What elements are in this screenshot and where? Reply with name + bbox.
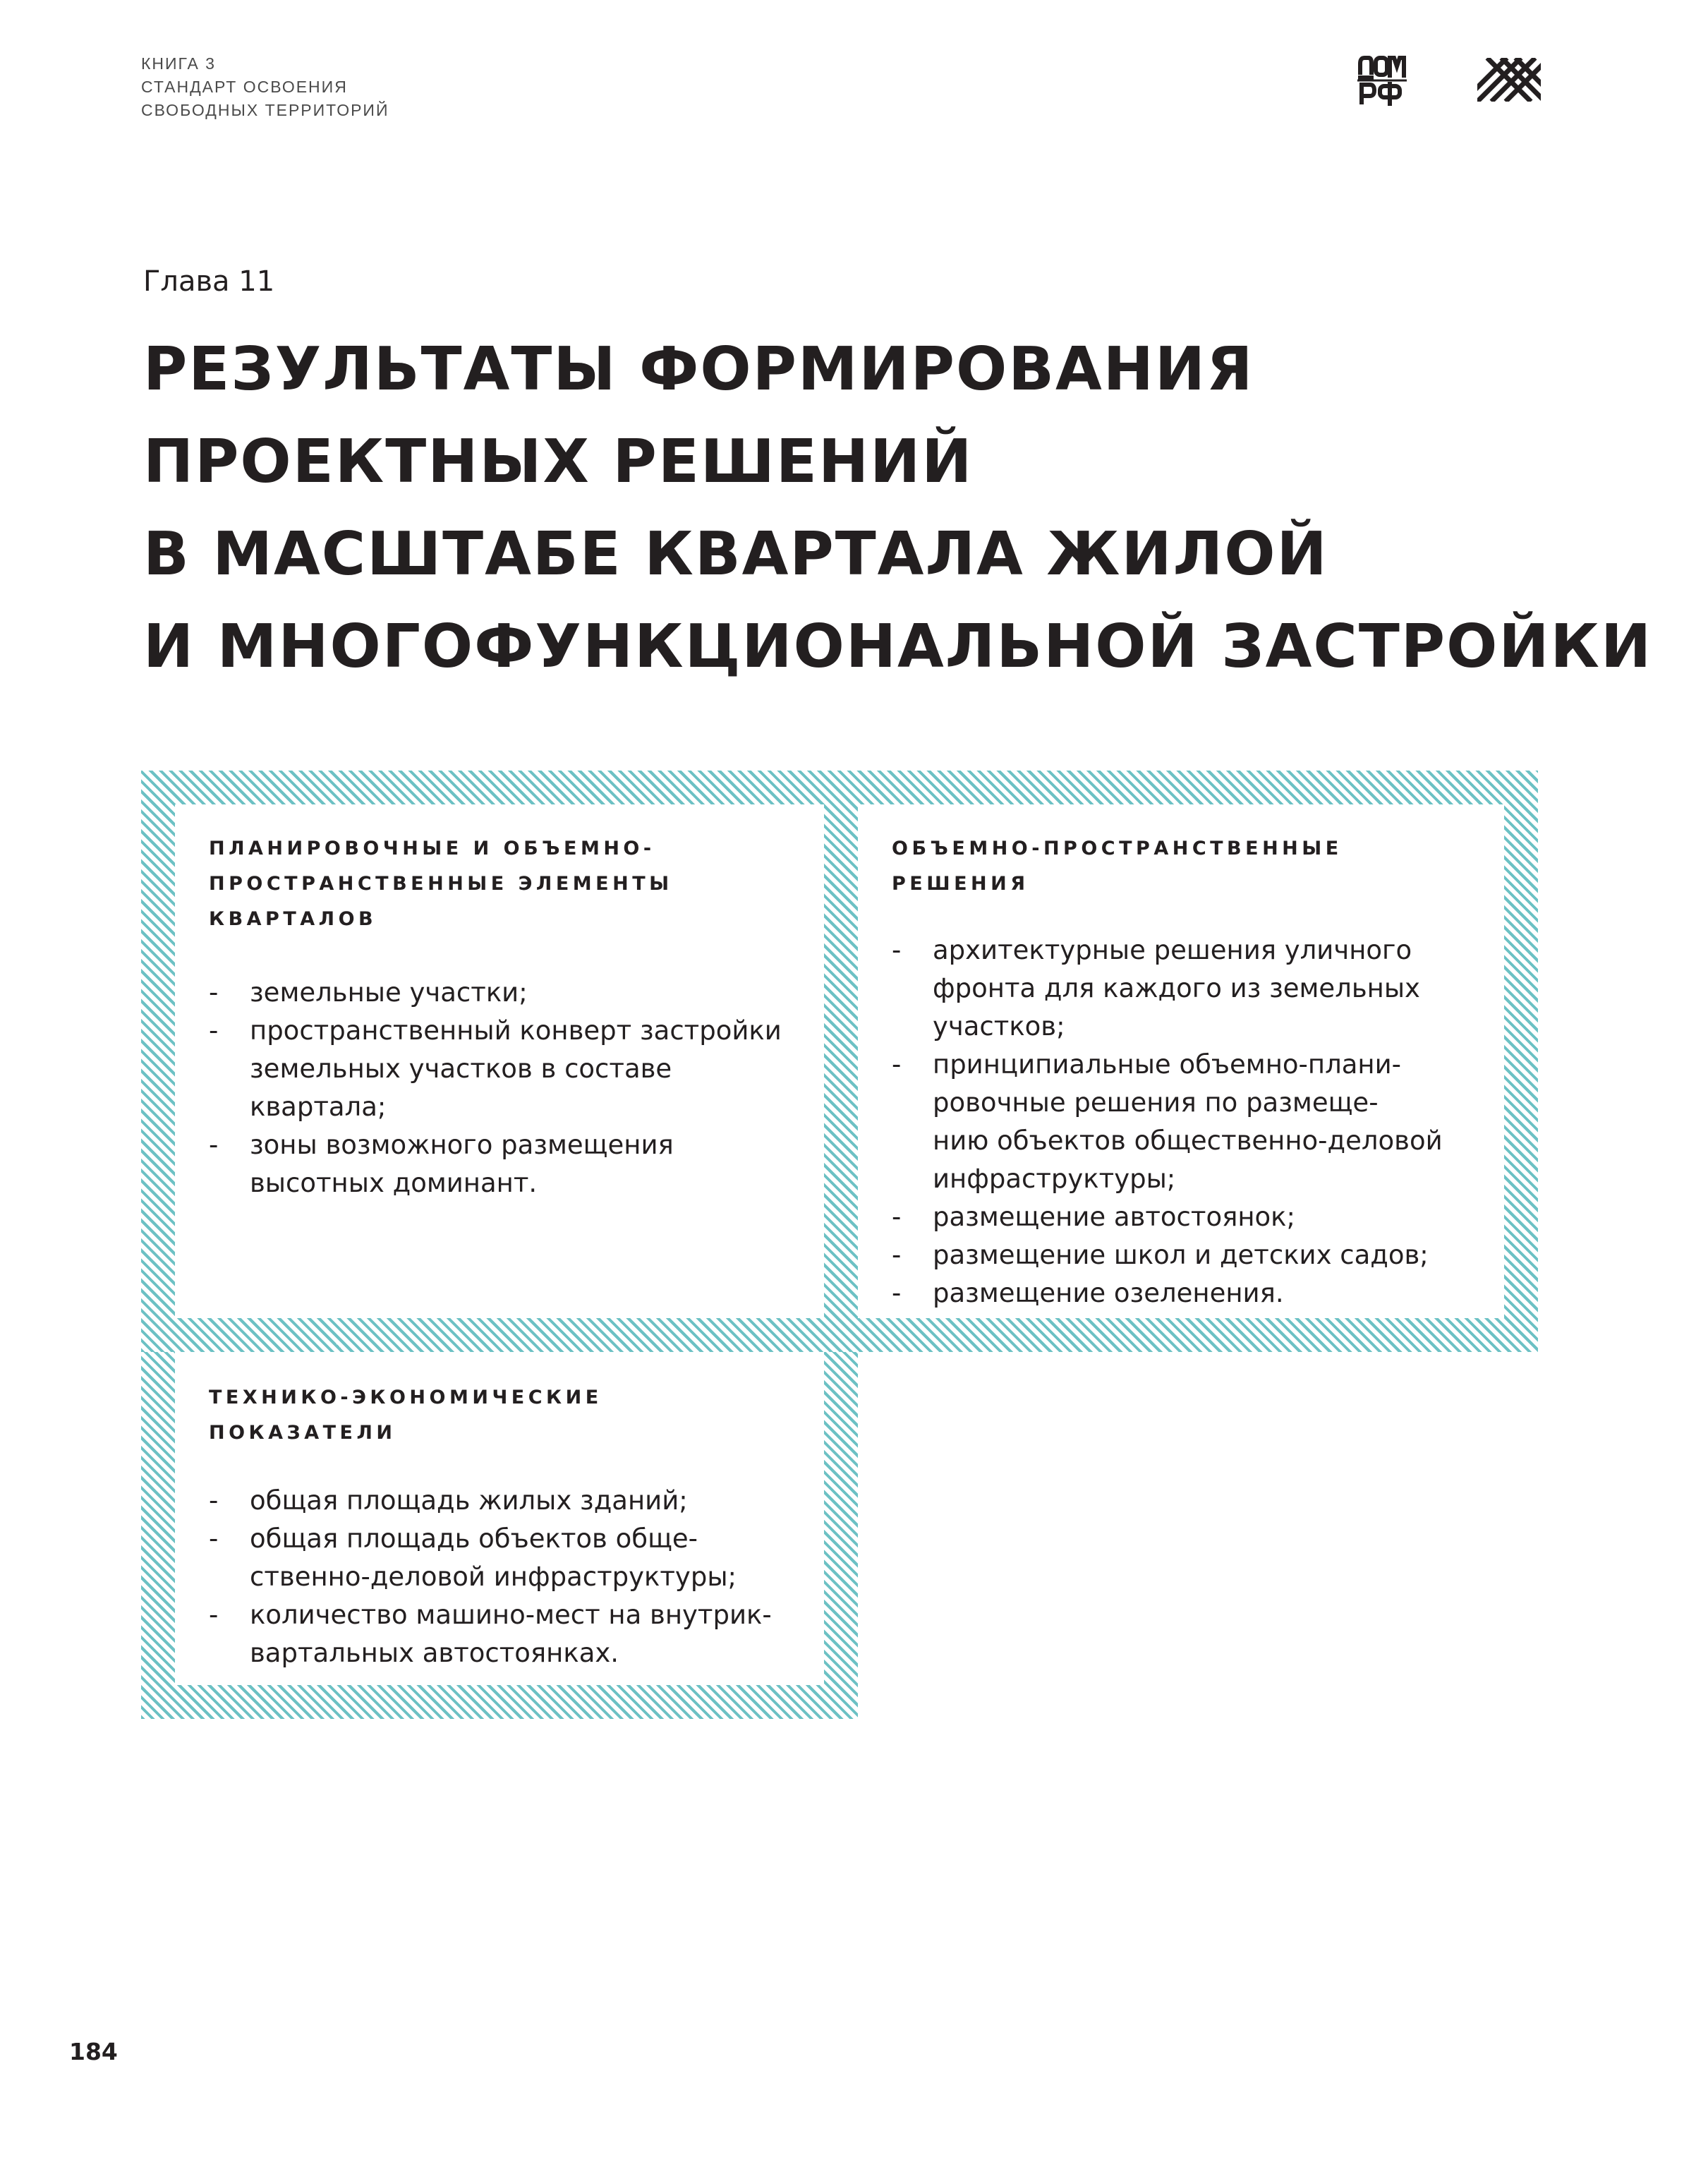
list-item-line: участков; bbox=[933, 1011, 1065, 1042]
pattern-logo bbox=[1477, 58, 1541, 102]
list-item bbox=[209, 1596, 790, 1672]
box-heading-line: ПЛАНИРОВОЧНЫЕ И ОБЪЕМНО- bbox=[209, 838, 655, 859]
list-item-line: принципиальные объемно-плани- bbox=[933, 1049, 1401, 1080]
list-item-line: общая площадь жилых зданий; bbox=[250, 1485, 688, 1516]
technical-indicators-box bbox=[175, 1352, 824, 1685]
chapter-title-line: ПРОЕКТНЫХ РЕШЕНИЙ bbox=[143, 427, 974, 497]
dash-marker: - bbox=[209, 1130, 219, 1160]
list-item-line: архитектурные решения уличного bbox=[933, 935, 1412, 965]
list-item bbox=[892, 1198, 1476, 1236]
list-item bbox=[892, 1236, 1476, 1274]
dash-marker: - bbox=[209, 1015, 219, 1046]
list-item-line: вартальных автостоянках. bbox=[250, 1638, 619, 1668]
page-number: 184 bbox=[69, 2038, 118, 2065]
chapter-title bbox=[143, 323, 1652, 693]
list-item-line: инфраструктуры; bbox=[933, 1164, 1176, 1194]
list-item bbox=[892, 1274, 1476, 1312]
dash-marker: - bbox=[209, 1523, 219, 1554]
box-heading-line: КВАРТАЛОВ bbox=[209, 908, 377, 930]
dash-marker: - bbox=[892, 1278, 902, 1308]
list-item bbox=[892, 1046, 1476, 1198]
list-item-line: зоны возможного размещения bbox=[250, 1130, 674, 1160]
box-heading bbox=[892, 831, 1476, 902]
box-heading-line: ТЕХНИКО-ЭКОНОМИЧЕСКИЕ ПОКАЗАТЕЛИ bbox=[209, 1387, 602, 1444]
chapter-title-line: РЕЗУЛЬТАТЫ ФОРМИРОВАНИЯ bbox=[143, 334, 1254, 404]
dash-marker: - bbox=[892, 1202, 902, 1232]
chapter-title-line: В МАСШТАБЕ КВАРТАЛА ЖИЛОЙ bbox=[143, 519, 1328, 589]
dom-rf-logo bbox=[1357, 55, 1407, 106]
list-item-line: земельных участков в составе bbox=[250, 1054, 672, 1084]
list-item bbox=[892, 931, 1476, 1046]
list-item-line: квартала; bbox=[250, 1092, 387, 1122]
indicators-list bbox=[209, 1482, 790, 1672]
list-item bbox=[209, 974, 790, 1012]
list-item bbox=[209, 1126, 790, 1202]
list-item-line: размещение озеленения. bbox=[933, 1278, 1284, 1308]
box-heading-line: ПРОСТРАНСТВЕННЫЕ ЭЛЕМЕНТЫ bbox=[209, 873, 673, 895]
dash-marker: - bbox=[209, 1485, 219, 1516]
list-item-line: ственно-деловой инфраструктуры; bbox=[250, 1562, 737, 1592]
box-heading bbox=[209, 1380, 790, 1451]
box-heading bbox=[209, 831, 790, 937]
planning-list bbox=[209, 974, 790, 1202]
planning-elements-box bbox=[175, 804, 824, 1318]
book-header-line: КНИГА 3 bbox=[141, 54, 216, 73]
list-item-line: высотных доминант. bbox=[250, 1168, 538, 1198]
volumetric-solutions-box bbox=[858, 804, 1504, 1318]
list-item-line: размещение автостоянок; bbox=[933, 1202, 1295, 1232]
list-item-line: земельные участки; bbox=[250, 977, 528, 1008]
book-header bbox=[141, 52, 389, 122]
book-header-line: СВОБОДНЫХ ТЕРРИТОРИЙ bbox=[141, 101, 389, 119]
box-heading-line: ОБЪЕМНО-ПРОСТРАНСТВЕННЫЕ РЕШЕНИЯ bbox=[892, 838, 1343, 895]
dash-marker: - bbox=[209, 977, 219, 1008]
list-item-line: количество машино-мест на внутрик- bbox=[250, 1600, 772, 1630]
chapter-title-line: И МНОГОФУНКЦИОНАЛЬНОЙ ЗАСТРОЙКИ bbox=[143, 612, 1653, 682]
dash-marker: - bbox=[892, 935, 902, 965]
list-item-line: фронта для каждого из земельных bbox=[933, 973, 1420, 1003]
dash-marker: - bbox=[209, 1600, 219, 1630]
list-item bbox=[209, 1482, 790, 1520]
list-item-line: пространственный конверт застройки bbox=[250, 1015, 782, 1046]
dash-marker: - bbox=[892, 1049, 902, 1080]
list-item-line: ровочные решения по размеще- bbox=[933, 1087, 1379, 1118]
volumetric-list bbox=[892, 931, 1476, 1312]
list-item bbox=[209, 1520, 790, 1596]
list-item-line: размещение школ и детских садов; bbox=[933, 1240, 1429, 1270]
list-item-line: нию объектов общественно-деловой bbox=[933, 1125, 1443, 1156]
chapter-label: Глава 11 bbox=[143, 265, 275, 298]
book-header-line: СТАНДАРТ ОСВОЕНИЯ bbox=[141, 78, 348, 96]
dash-marker: - bbox=[892, 1240, 902, 1270]
list-item-line: общая площадь объектов обще- bbox=[250, 1523, 698, 1554]
list-item bbox=[209, 1012, 790, 1126]
